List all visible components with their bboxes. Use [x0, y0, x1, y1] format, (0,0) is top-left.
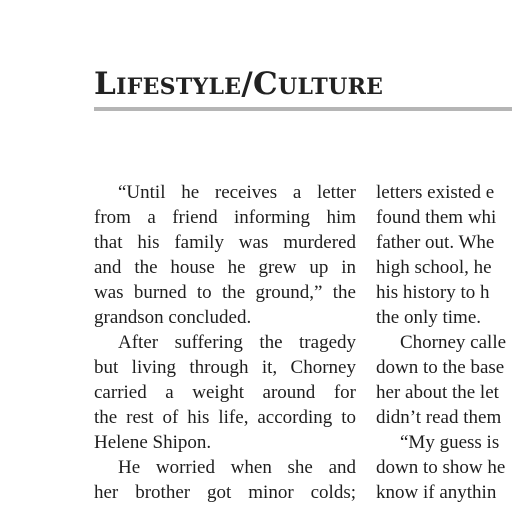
- left-column: [94, 180, 356, 505]
- body-line: high school, he: [376, 257, 492, 278]
- body-line: down to the base: [376, 357, 505, 378]
- body-line: Helene Shipon.: [94, 432, 212, 453]
- body-line: Chorney calle: [400, 332, 507, 353]
- body-line: was burned to the ground,” the: [94, 282, 356, 303]
- body-line: “My guess is: [400, 432, 500, 453]
- right-column: [376, 180, 512, 505]
- body-line: that his family was murdered: [94, 232, 356, 253]
- body-line: letters existed e: [376, 182, 495, 203]
- body-line: carried a weight around for: [94, 382, 356, 403]
- body-line: but living through it, Chorney: [94, 357, 356, 378]
- body-line: her about the let: [376, 382, 499, 403]
- body-line: his history to h: [376, 282, 490, 303]
- body-line: After suffering the tragedy: [118, 332, 356, 353]
- body-line: know if anythin: [376, 482, 497, 503]
- section-title: Lifestyle/Culture: [94, 66, 384, 102]
- body-line: and the house he grew up in: [94, 257, 356, 278]
- body-line: her brother got minor colds;: [94, 482, 356, 503]
- body-line: didn’t read them: [376, 407, 502, 428]
- body-line: found them whi: [376, 207, 497, 228]
- body-line: the only time.: [376, 307, 482, 328]
- body-line: He worried when she and: [118, 457, 356, 478]
- body-line: from a friend informing him: [94, 207, 356, 228]
- body-line: “Until he receives a letter: [118, 182, 356, 203]
- body-line: father out. Whe: [376, 232, 495, 253]
- body-line: grandson concluded.: [94, 307, 252, 328]
- title-rule: [94, 107, 512, 111]
- body-line: the rest of his life, according to: [94, 407, 356, 428]
- body-line: down to show he: [376, 457, 506, 478]
